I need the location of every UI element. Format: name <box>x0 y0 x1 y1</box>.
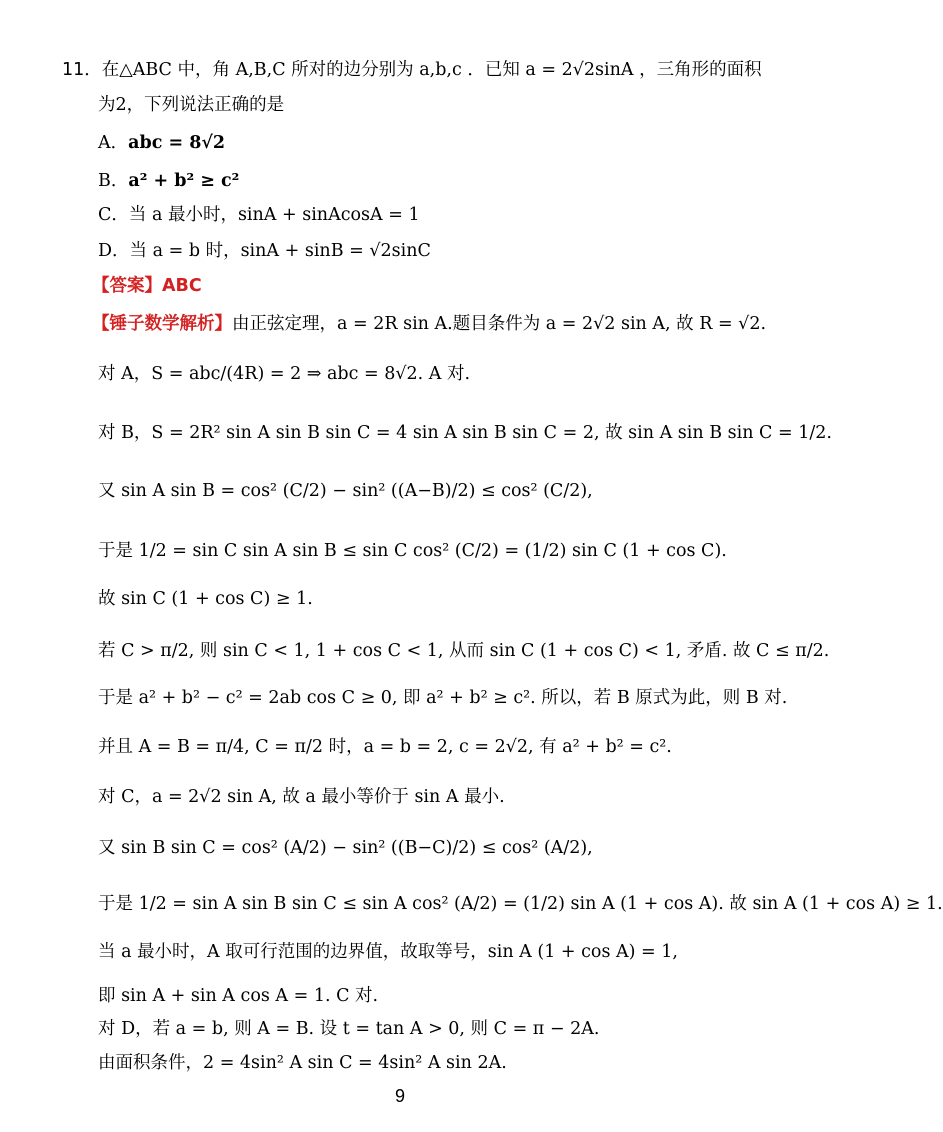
analysis-line-c3: 于是 1/2 = sin A sin B sin C ≤ sin A cos² (A/2) = (1/2) sin A (1 + cos A). 故 sin A (1 + cos A) ≥ 1. <box>98 894 943 914</box>
analysis-label: 【锤子数学解析】 <box>92 314 232 334</box>
question-number: 11． <box>62 60 102 80</box>
analysis-line-b6: 于是 a² + b² − c² = 2ab cos C ≥ 0, 即 a² + b² ≥ c². 所以，若 B 原式为此，则 B 对. <box>98 688 788 708</box>
option-text: 当 a = b 时，sinA + sinB = √2sinC <box>129 241 431 261</box>
option-label: B． <box>98 171 129 191</box>
option-c <box>98 205 760 226</box>
question-stem-line-1 <box>62 60 760 81</box>
answer-value: ABC <box>162 276 202 296</box>
answer-label: 【答案】 <box>92 276 162 296</box>
analysis-line-b2: 又 sin A sin B = cos² (C/2) − sin² ((A−B)/2) ≤ cos² (C/2), <box>98 481 593 501</box>
analysis-line-b1: 对 B，S = 2R² sin A sin B sin C = 4 sin A sin B sin C = 2, 故 sin A sin B sin C = 1/2. <box>98 423 832 443</box>
analysis-intro-line <box>92 314 767 335</box>
analysis-line-d2: 由面积条件，2 = 4sin² A sin C = 4sin² A sin 2A. <box>98 1053 507 1073</box>
analysis-line-b5: 若 C > π/2, 则 sin C < 1, 1 + cos C < 1, 从而 sin C (1 + cos C) < 1, 矛盾. 故 C ≤ π/2. <box>98 641 830 661</box>
analysis-line-d1: 对 D，若 a = b, 则 A = B. 设 t = tan A > 0, 则 C = π − 2A. <box>98 1019 600 1039</box>
analysis-line-b4: 故 sin C (1 + cos C) ≥ 1. <box>98 589 313 609</box>
option-label: A． <box>98 133 129 153</box>
analysis-line-c2: 又 sin B sin C = cos² (A/2) − sin² ((B−C)/2) ≤ cos² (A/2), <box>98 838 593 858</box>
analysis-line-c5: 即 sin A + sin A cos A = 1. C 对. <box>98 986 379 1006</box>
option-d <box>98 241 760 262</box>
analysis-line-b3: 于是 1/2 = sin C sin A sin B ≤ sin C cos² (C/2) = (1/2) sin C (1 + cos C). <box>98 541 727 561</box>
analysis-line-c1: 对 C，a = 2√2 sin A, 故 a 最小等价于 sin A 最小. <box>98 787 505 807</box>
question-stem: 在△ABC 中，角 A,B,C 所对的边分别为 a,b,c ．已知 a = 2√2sinA ，三角形的面积 <box>101 60 762 80</box>
analysis-line-a: 对 A，S = abc/(4R) = 2 ⇒ abc = 8√2. A 对. <box>98 364 471 384</box>
option-b <box>98 171 760 192</box>
answer-line <box>92 276 760 297</box>
option-text: a² + b² ≥ c² <box>128 171 240 191</box>
analysis-line-c4: 当 a 最小时，A 取可行范围的边界值，故取等号，sin A (1 + cos A) = 1, <box>98 942 678 962</box>
question-stem-line-2: 为2，下列说法正确的是 <box>98 95 285 115</box>
option-label: D． <box>98 241 130 261</box>
option-text: abc = 8√2 <box>128 133 226 153</box>
option-a <box>98 133 760 154</box>
page-number: 9 <box>394 1086 405 1106</box>
analysis-line-b7: 并且 A = B = π/4, C = π/2 时，a = b = 2, c = 2√2, 有 a² + b² = c². <box>98 737 672 757</box>
option-text: 当 a 最小时，sinA + sinAcosA = 1 <box>128 205 420 225</box>
option-label: C． <box>98 205 129 225</box>
analysis-intro: 由正弦定理，a = 2R sin A.题目条件为 a = 2√2 sin A, 故 R = √2. <box>232 314 767 334</box>
